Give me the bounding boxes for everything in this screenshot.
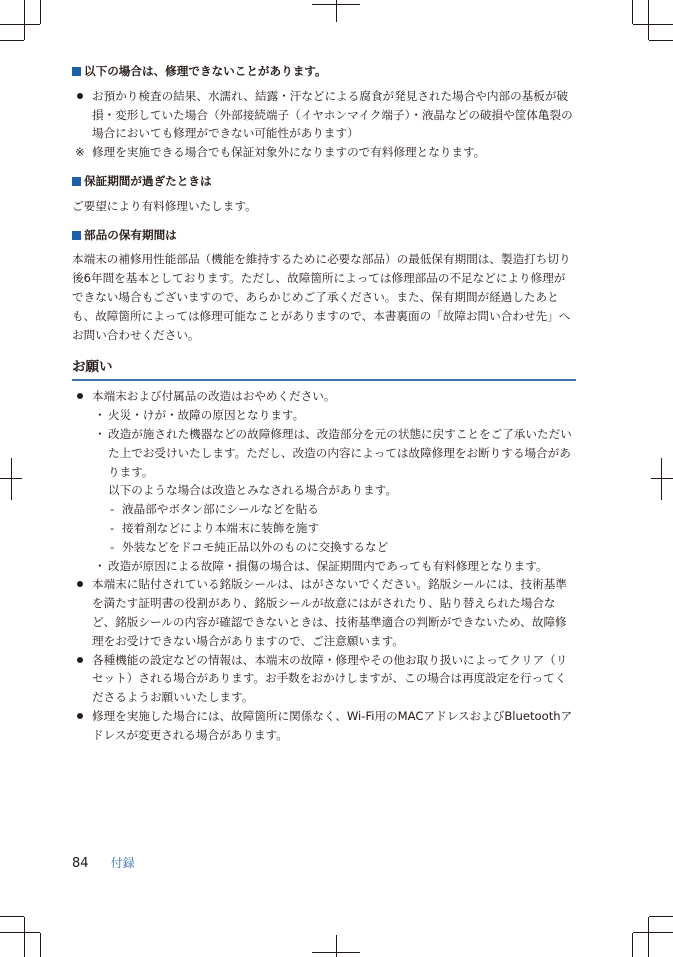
bullet-item: 各種機能の設定などの情報は、本端末の故障・修理やその他お取り扱いによってクリア（リセット）される場合があります。お手数をおかけしますが、この場合は再度設定を行ってくださるようお願いいたします。 — [72, 651, 576, 707]
dash-mark: - — [110, 520, 115, 535]
square-bullet-icon — [72, 67, 81, 76]
middot-mark: ・ — [94, 558, 106, 573]
square-bullet-icon — [72, 231, 81, 240]
section-heading: 保証期間が過ぎたときは — [72, 172, 576, 191]
page-content — [72, 62, 576, 745]
middot-mark: ・ — [94, 408, 106, 423]
sub-item: ・ 改造が原因による故障・損傷の場合は、保証期間内であっても有料修理となります。 — [72, 557, 576, 576]
dash-item: - 接着剤などにより本端末に装飾を施す — [72, 519, 576, 538]
sub-item: ・ 火災・けが・故障の原因となります。 — [72, 406, 576, 425]
bullet-item: 修理を実施した場合には、故障箇所に関係なく、Wi-Fi用のMACアドレスおよびBluetoothアドレスが変更される場合があります。 — [72, 707, 576, 745]
dash-mark: - — [110, 539, 115, 554]
section-heading: 以下の場合は、修理できないことがあります。 — [72, 62, 576, 81]
square-bullet-icon — [72, 177, 81, 186]
note-mark: ※ — [75, 145, 85, 160]
section-requests — [72, 356, 576, 744]
section-warranty-expired — [72, 172, 576, 216]
footer-section-name: 付録 — [110, 856, 135, 870]
sub-note: 以下のような場合は改造とみなされる場合があります。 — [108, 483, 397, 498]
section-heading: 部品の保有期間は — [72, 226, 576, 245]
bullet-dot-icon — [77, 93, 83, 99]
dash-item: - 液晶部やボタン部にシールなどを貼る — [72, 500, 576, 519]
section-title: お願い — [72, 356, 576, 381]
bullet-dot-icon — [77, 581, 83, 587]
bullet-item: 本端末に貼付されている銘版シールは、はがさないでください。銘版シールには、技術基準を満たす証明書の役割があり、銘版シールが故意にはがされたり、貼り替えられた場合など、銘版シールの内容が確認できないときは、技術基準適合の判断ができないため、故障修理をお受けできない場合がありますので、ご注意願います。 — [72, 575, 576, 650]
dash-mark: - — [110, 502, 115, 517]
section-body: ご要望により有料修理いたします。 — [72, 198, 257, 213]
section-body: 本端末の補修用性能部品（機能を維持するために必要な部品）の最低保有期間は、製造打ち切り後6年間を基本としております。ただし、故障箇所によっては修理部品の不足などにより修理ができない場合もございますので、あらかじめご了承ください。また、保有期間が経過したあとも、故障箇所によっては修理可能なことがありますので、本書裏面の「故障お問い合わせ先」へお問い合わせください。 — [72, 252, 571, 342]
page-footer — [72, 854, 135, 873]
bullet-dot-icon — [77, 657, 83, 663]
dash-item: - 外装などをドコモ純正品以外のものに交換するなど — [72, 538, 576, 557]
bullet-dot-icon — [77, 713, 83, 719]
page-number: 84 — [72, 856, 89, 871]
section-unrepairable — [72, 62, 576, 162]
middot-mark: ・ — [94, 426, 106, 441]
bullet-item: 本端末および付属品の改造はおやめください。 — [72, 387, 576, 406]
note-item: ※ 修理を実施できる場合でも保証対象外になりますので有料修理となります。 — [72, 143, 576, 162]
bullet-item: お預かり検査の結果、水濡れ、結露・汗などによる腐食が発見された場合や内部の基板が破損・変形していた場合（外部接続端子（イヤホンマイク端子）・液晶などの破損や筐体亀裂の場合においても修理ができない可能性があります） — [72, 87, 576, 143]
bullet-dot-icon — [77, 393, 83, 399]
sub-item: ・ 改造が施された機器などの故障修理は、改造部分を元の状態に戻すことをご了承いただいた上でお受けいたします。ただし、改造の内容によっては故障修理をお断りする場合があります。 — [94, 426, 572, 479]
section-parts-period — [72, 226, 576, 345]
